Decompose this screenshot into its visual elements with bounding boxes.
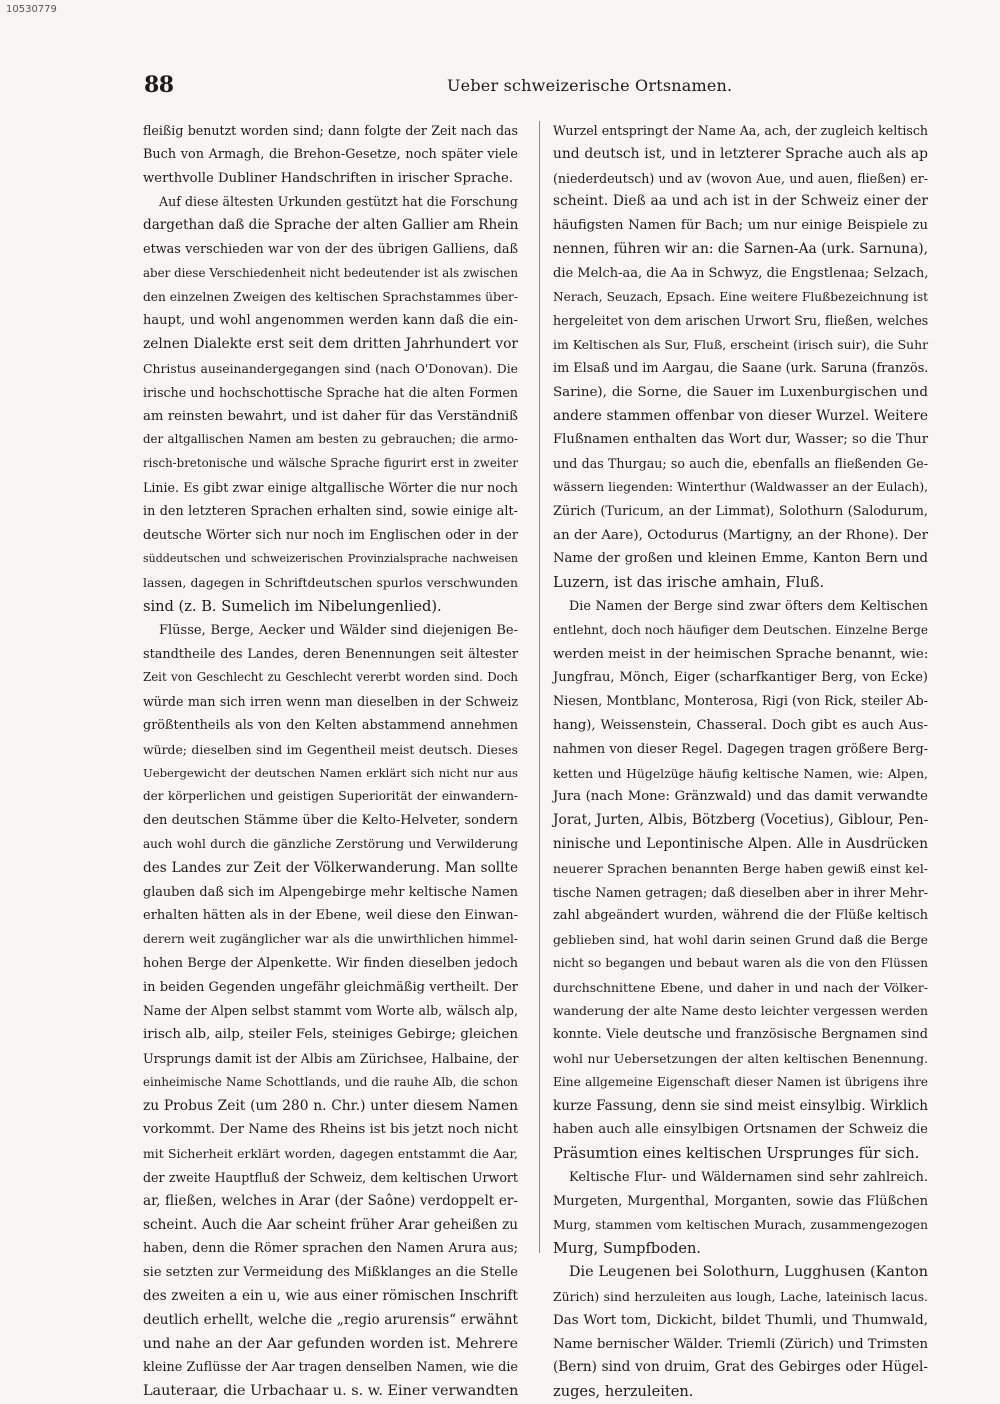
text-line: derern weit zugänglicher war als die unwirthlichen himmel-: [143, 932, 518, 947]
text-line: sie setzten zur Vermeidung des Mißklanges an die Stelle: [143, 1265, 518, 1281]
text-line: würde man sich irren wenn man dieselben in der Schweiz: [143, 694, 518, 710]
text-line: des Landes zur Zeit der Völkerwanderung. Man sollte: [143, 859, 518, 876]
text-line: irisch alb, ailp, steiler Fels, steiniges Gebirge; gleichen: [143, 1027, 518, 1043]
text-line: scheint. Auch die Aar scheint früher Arar geheißen zu: [143, 1216, 518, 1233]
text-line: deutlich erhellt, welche die „regio arurensis“ erwähnt: [143, 1311, 518, 1328]
text-line: Lauteraar, die Urbachaar u. s. w. Einer verwandten: [143, 1383, 519, 1400]
text-line: wässern liegenden: Winterthur (Waldwasser an der Eulach),: [553, 479, 928, 494]
text-line: Zürich (Turicum, an der Limmat), Solothurn (Salodurum,: [553, 503, 928, 519]
text-line: haben, denn die Römer sprachen den Namen Arura aus;: [143, 1241, 518, 1257]
text-line: kurze Fassung, denn sie sind meist einsylbig. Wirklich: [553, 1097, 928, 1114]
text-line: (niederdeutsch) und av (wovon Aue, und auen, fließen) er-: [553, 170, 928, 186]
text-line: Zeit von Geschlecht zu Geschlecht vererbt worden sind. Doch: [143, 670, 518, 685]
text-line: Jorat, Jurten, Albis, Bötzberg (Vocetius), Giblour, Pen-: [553, 812, 929, 829]
text-line: Ursprungs damit ist der Albis am Zürichsee, Halbaine, der: [143, 1051, 519, 1067]
text-line: Niesen, Montblanc, Monterosa, Rigi (von Rick, steiler Ab-: [553, 694, 929, 710]
text-line: Flußnamen enthalten das Wort dur, Wasser; so die Thur: [553, 432, 928, 448]
text-line: und das Thurgau; so auch die, ebenfalls an fließenden Ge-: [553, 456, 928, 472]
text-line: hohen Berge der Alpenkette. Wir finden dieselben jedoch: [143, 955, 518, 971]
text-line: ketten und Hügelzüge häufig keltische Namen, wie: Alpen,: [553, 765, 928, 781]
text-line: werden meist in der heimischen Sprache benannt, wie:: [553, 646, 929, 662]
text-line: Die Leugenen bei Solothurn, Lugghusen (Kanton: [569, 1264, 928, 1281]
text-line: der zweite Hauptfluß der Schweiz, dem keltischen Urwort: [143, 1170, 518, 1186]
text-line: andere stammen offenbar von dieser Wurzel. Weitere: [553, 407, 928, 424]
text-line: in den letzteren Sprachen erhalten sind, sowie einige alt-: [143, 503, 518, 519]
text-line: an der Aare), Octodurus (Martigny, an der Rhone). Der: [553, 527, 928, 543]
text-line: Auf diese ältesten Urkunden gestützt hat die Forschung: [159, 194, 518, 210]
text-line: vorkommt. Der Name des Rheins ist bis jetzt noch nicht: [143, 1122, 518, 1138]
running-title: Ueber schweizerische Ortsnamen.: [447, 76, 733, 95]
text-line: werthvolle Dubliner Handschriften in irischer Sprache.: [143, 170, 513, 186]
text-line: der altgallischen Namen am besten zu gebrauchen; die armo-: [143, 432, 518, 447]
text-line: häufigsten Namen für Bach; um nur einige Beispiele zu: [553, 218, 928, 234]
text-line: Uebergewicht der deutschen Namen erklärt sich nicht nur aus: [143, 765, 518, 780]
text-line: Präsumtion eines keltischen Ursprunges für sich.: [553, 1145, 920, 1163]
text-line: ar, fließen, welches in Arar (der Saône) verdoppelt er-: [143, 1192, 518, 1209]
text-line: zahl abgeändert wurden, während die der Flüße keltisch: [553, 908, 928, 924]
text-line: Wurzel entspringt der Name Aa, ach, der zugleich keltisch: [553, 123, 928, 138]
text-line: der körperlichen und geistigen Superiorität der einwandern-: [143, 789, 518, 804]
text-line: ninische und Lepontinische Alpen. Alle in Ausdrücken: [553, 835, 928, 852]
text-line: neuerer Sprachen benannten Berge haben gewiß einst kel-: [553, 860, 928, 876]
text-line: die Melch-aa, die Aa in Schwyz, die Engstlenaa; Selzach,: [553, 265, 929, 281]
text-line: Luzern, ist das irische amhain, Fluß.: [553, 574, 825, 592]
text-line: des zweiten a ein u, wie aus einer römischen Inschrift: [143, 1288, 518, 1305]
text-line: konnte. Viele deutsche und französische Bergnamen sind: [553, 1027, 928, 1043]
text-line: Keltische Flur- und Wäldernamen sind sehr zahlreich.: [569, 1170, 928, 1186]
text-line: entlehnt, doch noch häufiger dem Deutschen. Einzelne Berge: [553, 622, 928, 637]
text-line: tische Namen getragen; daß dieselben aber in ihrer Mehr-: [553, 884, 928, 900]
text-line: glauben daß sich im Alpengebirge mehr keltische Namen: [143, 884, 518, 900]
text-line: Jura (nach Mone: Gränzwald) und das damit verwandte: [553, 789, 928, 805]
text-line: Eine allgemeine Eigenschaft dieser Namen ist übrigens ihre: [553, 1074, 928, 1089]
text-line: auch wohl durch die gänzliche Zerstörung und Verwilderung: [143, 836, 518, 851]
text-line: scheint. Dieß aa und ach ist in der Schweiz einer der: [553, 193, 928, 210]
text-line: Murg, Sumpfboden.: [553, 1240, 702, 1258]
text-line: etwas verschieden war von der des übrigen Galliens, daß: [143, 241, 518, 257]
text-line: hang), Weissenstein, Chasseral. Doch gibt es auch Aus-: [553, 717, 928, 733]
text-line: irische und hochschottische Sprache hat die alten Formen: [143, 384, 518, 400]
text-line: durchschnittene Ebene, und daher in und nach der Völker-: [553, 979, 928, 995]
text-line: fleißig benutzt worden sind; dann folgte der Zeit nach das: [143, 123, 518, 138]
text-line: zu Probus Zeit (um 280 n. Chr.) unter diesem Namen: [143, 1097, 518, 1114]
text-line: deutsche Wörter sich nur noch im Englischen oder in der: [143, 527, 518, 543]
left-text-column: [143, 119, 518, 1404]
text-line: im Keltischen als Sur, Fluß, erscheint (irisch suir), die Suhr: [553, 337, 928, 353]
text-line: einheimische Name Schottlands, und die rauhe Alb, die schon: [143, 1074, 518, 1089]
text-line: aber diese Verschiedenheit nicht bedeutender ist als zwischen: [143, 265, 518, 280]
text-line: süddeutschen und schweizerischen Provinzialsprache nachweisen: [143, 552, 518, 566]
right-text-column: [553, 119, 928, 1404]
text-line: und deutsch ist, und in letzterer Sprache auch als ap: [553, 145, 928, 162]
text-line: am reinsten bewahrt, und ist daher für das Verständniß: [143, 408, 518, 424]
text-line: Murgeten, Murgenthal, Morganten, sowie das Flüßchen: [553, 1193, 928, 1209]
text-line: Name der großen und kleinen Emme, Kanton Bern und: [553, 551, 928, 567]
text-line: Linie. Es gibt zwar einige altgallische Wörter die nur noch: [143, 479, 518, 495]
text-line: den deutschen Stämme über die Kelto-Helveter, sondern: [143, 813, 518, 829]
text-line: Sarine), die Sorne, die Sauer im Luxenburgischen und: [553, 384, 928, 400]
page-number: 88: [144, 72, 174, 98]
text-line: würde; dieselben sind im Gegentheil meist deutsch. Dieses: [143, 741, 518, 757]
text-line: nennen, führen wir an: die Sarnen-Aa (urk. Sarnuna),: [553, 240, 929, 257]
text-line: Zürich) sind herzuleiten aus lough, Lache, lateinisch lacus.: [553, 1289, 928, 1305]
text-line: Murg, stammen vom keltischen Murach, zusammengezogen: [553, 1217, 928, 1232]
text-line: dargethan daß die Sprache der alten Gallier am Rhein: [143, 217, 519, 234]
text-line: in beiden Gegenden ungefähr gleichmäßig vertheilt. Der: [143, 979, 518, 995]
text-line: im Elsaß und im Aargau, die Saane (urk. Saruna (französ.: [553, 360, 929, 376]
text-line: standtheile des Landes, deren Benennungen seit ältester: [143, 646, 518, 662]
text-line: Flüsse, Berge, Aecker und Wälder sind diejenigen Be-: [159, 622, 518, 638]
text-line: Das Wort tom, Dickicht, bildet Thumli, und Thumwald,: [553, 1312, 928, 1328]
column-divider: [539, 121, 540, 1253]
text-line: zuges, herzuleiten.: [553, 1383, 694, 1401]
text-line: Buch von Armagh, die Brehon-Gesetze, noch später viele: [143, 146, 518, 162]
text-line: sind (z. B. Sumelich im Nibelungenlied).: [143, 597, 442, 615]
text-line: zelnen Dialekte erst seit dem dritten Jahrhundert vor: [143, 336, 518, 353]
text-line: haben auch alle einsylbigen Ortsnamen der Schweiz die: [553, 1122, 928, 1138]
text-line: risch-bretonische und wälsche Sprache figurirt erst in zweiter: [143, 456, 518, 471]
text-line: wohl nur Uebersetzungen der alten keltischen Benennung.: [553, 1051, 928, 1067]
text-line: Die Namen der Berge sind zwar öfters dem Keltischen: [569, 598, 928, 614]
text-line: wanderung der alte Name desto leichter vergessen werden: [553, 1003, 928, 1019]
text-line: kleine Zuflüsse der Aar tragen denselben Namen, wie die: [143, 1360, 518, 1376]
text-line: nicht so begangen und bebaut waren als die von den Flüssen: [553, 955, 928, 970]
text-line: Christus auseinandergegangen sind (nach O'Donovan). Die: [143, 360, 518, 376]
text-line: Name der Alpen selbst stammt vom Worte alb, wälsch alp,: [143, 1003, 518, 1019]
text-line: und nahe an der Aar gefunden worden ist. Mehrere: [143, 1335, 518, 1352]
text-line: erhalten hätten als in der Ebene, weil diese den Einwan-: [143, 908, 518, 924]
text-line: mit Sicherheit erklärt worden, dagegen entstammt die Aar,: [143, 1146, 518, 1162]
text-line: lassen, dagegen in Schriftdeutschen spurlos verschwunden: [143, 575, 518, 591]
text-line: den einzelnen Zweigen des keltischen Sprachstammes über-: [143, 289, 518, 304]
text-line: Jungfrau, Mönch, Eiger (scharfkantiger Berg, von Ecke): [553, 670, 928, 686]
text-line: nahmen von dieser Regel. Dagegen tragen größere Berg-: [553, 741, 928, 757]
text-line: Nerach, Seuzach, Epsach. Eine weitere Flußbezeichnung ist: [553, 289, 928, 304]
text-line: hergeleitet von dem arischen Urwort Sru, fließen, welches: [553, 313, 929, 329]
text-line: Name bernischer Wälder. Triemli (Zürich) und Trimsten: [553, 1336, 928, 1352]
text-line: geblieben sind, hat wohl darin seinen Grund daß die Berge: [553, 932, 928, 948]
text-line: (Bern) sind von druim, Grat des Gebirges oder Hügel-: [553, 1359, 928, 1376]
text-line: haupt, und wohl angenommen werden kann daß die ein-: [143, 313, 518, 329]
page-identifier: 10530779: [6, 4, 57, 15]
text-line: größtentheils als von den Kelten abstammend annehmen: [143, 717, 518, 733]
